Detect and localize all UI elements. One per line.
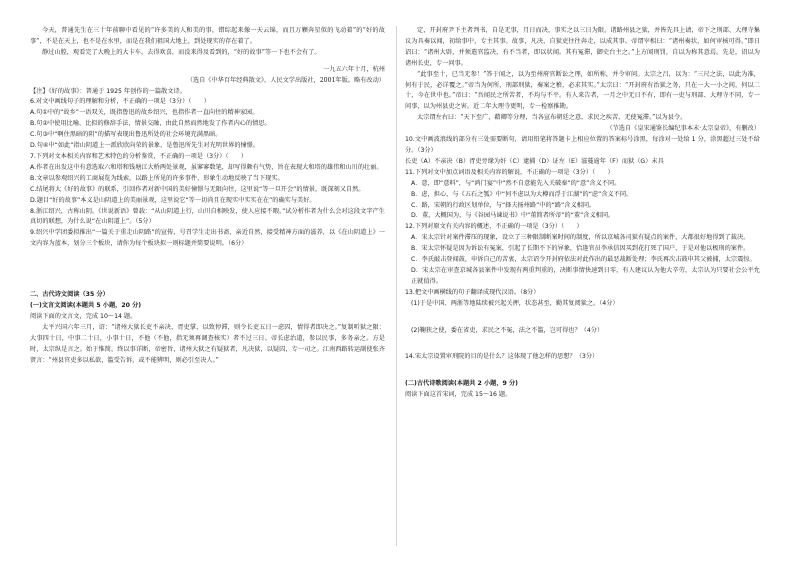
question-10: 10.文中画波浪线的部分有三处需要断句，请用铅笔将答题卡上相应位置的答案标号涂黑，每涂对一处给 1 分，涂黑超过三处不给分。（3分）	[405, 136, 760, 154]
classical-passage: 太平兴国六年三月，诏：“诸州大狱长吏不亲决，胥吏掌，以致停滞，则令长吏五日一虑囚，情得者即决之。”复制听狱之限：大事四十日，中事二十日，小事十日，不他（不他，指无须再调查核实）者不过三日。帝长虑治道，参以民事，多务亲之。方是时，太宗纵是言之。始于惟简，终以事详断，帝密旨，诸州大狱之有疑狱者，凡决狱，以疑囚，专一司之。江南西路转运副使张齐贤言：“州县官吏多以私欲，滥受告诉，或不能辨明，则必引至决人。”	[30, 323, 385, 364]
section-2-title: 二、古代诗文阅读（35 分）	[30, 291, 109, 299]
question-11-option-c: C．路，宋朝的行政区划单位，与“择夫扬州路”中的“路”含义相同。	[411, 201, 596, 209]
classical-source: （节选自《皇宋通鉴长编纪事本末·太宗皇帝》，有删改）	[606, 125, 760, 133]
annotation-note: 【注】《好的故事》：普通于 1925 年创作的一篇散文诗。	[30, 87, 186, 95]
right-column	[405, 26, 760, 401]
question-14: 14.宋太宗设置审刑院的目的是什么？这体现了他怎样的思想？（3分）	[405, 353, 599, 361]
section-2-1-instruction: 阅读下面的文言文，完成 10～14 题。	[30, 312, 137, 320]
answer-space	[30, 250, 385, 290]
question-10-text: 长吏（A）不亲决（B）胥吏旁缘为奸（C）逮捕（D）证左（E）滋蔓逾年（F）而狱（G）未具	[405, 157, 664, 165]
question-6-option-b: B.句②中使用比喻、比拟的修辞手法，情景交融，由此自然而然地发了作者内心的情思。	[30, 120, 271, 128]
question-6-stem: 6.对文中画线句子的理解和分析，不正确的一项是（3分）（ ）	[30, 98, 210, 106]
section-2-2-title: (二)古代诗歌阅读(本题共 2 小题，9 分)	[405, 380, 519, 388]
question-7-option-d: D.题目“好的故事”本义是山阴道上的美丽景观，这里说它“等一切尚且在现实中实实在在”的确实与美好。	[30, 196, 316, 204]
question-13-item-2: (2)鞠狭之使，委在省吏，求民之不冤，法之不滥，岂可得也？（4分）	[411, 326, 604, 334]
date-line: 一九五六年十月，杭州	[323, 65, 385, 73]
question-11-stem: 11.下列对文中加点词语及相关内容的解说，不正确的一项是（3分）（ ）	[405, 168, 614, 176]
section-2-1-title: (一)文言文阅读(本题共 5 小题，20 分)	[30, 302, 142, 310]
classical-passage-cont-2: “此事至十，已当无参！”答于闻之，以为至州府官断讼之理，如所称，并令审问。太宗之吕，以为：“三尺之法，以此为准，何有于民，必详覆之。”帝当为何所，刑部刑狱，奏案之稽，必求其实。”太宗曰：“开封府有治狱之务，只在一大一小之间，何以二十，今在世中也。”帝曰：“吾闻民之所苦者，不均与不平。有人来告者，一月之中无日不有，即有一吏与刑部、大理寺不同，专一问事，以为州县吏之害。近二年大理寺更明，专一检察推勘。	[405, 70, 760, 111]
passage-paragraph-1: 今天，普通先生在三十年前聊中看见的“许多美的人和美的事，错综起来像一天云锦，而且万颗奔星似的飞动着”的“好的故事”，不是在天上，也不是在水里，而是在我们祖国大地上，到处现实的存在着了。	[30, 27, 385, 45]
passage-paragraph-2: 静过山腔，观看完了大晚上的大卡车，去得欢喜，而没来得及看到的，“好的故事”等一下也不会有了。	[42, 48, 321, 56]
question-12-option-d: D．宋太宗在审查京城各县案件中发现有两重判重的，决断事情快速到日零，有人建议认为他大辛劳，太宗认为只要社会公平允正就值得。	[411, 266, 760, 285]
question-13-item-1: (1)于是中国、两浙等地陆续被兴起关押，状态甚至，勤其复阅狱之。（4分）	[411, 299, 619, 307]
question-11-option-a: A．意，即“意料”，与“鸿门宴”中“然不自意能先入关破秦”的“意”含义不同。	[411, 179, 621, 187]
question-6-option-a: A.句①中的“故乡”一语双关，既指鲁迅的故乡绍兴，也指作者一直向往的精神家园。	[30, 109, 259, 117]
question-11-option-d: D．董，大概国为，与《谷园马谏说书》中“董简者所帝”的“董”含义相同。	[411, 212, 615, 220]
question-12-stem: 12.下列对原文有关内容的概述，不正确的一项是（3分）（ ）	[405, 223, 583, 231]
question-12-option-b: B．宋太宗怀疑是因为诉讼有冤案，引起了长期不下的异象，恰逢官员李承信因买到花打死了国户，于是对他以极刑的案件。	[411, 245, 750, 253]
question-7-option-c: C.结尾将大《好的故事》的联系，引回作者对新中国的美好憧憬与无限向往，这里说“等一旦开会”的情景，既深刻又自然。	[30, 185, 365, 193]
question-12-option-c: C．李氏敲击登闻鼓，申诉自己的苦衷，太宗诏令开封府依法对此作出的最恶裁断处理；李氏再次击鼓申其父被捕，太宗震惊。	[411, 256, 756, 264]
question-9: 9.绍兴中学团委拟推出“一篇关于重走山阴路”的宣传，号召学生走出书斋，亲近自然，接受精神方面的滋养，以《在山阴道上》一文内容为蓝本，划分三个板块，请你为每个板块拟一则标题并简要说明。（6分）	[30, 229, 385, 248]
left-column	[30, 26, 385, 366]
column-divider	[396, 26, 397, 546]
section-2-2-instruction: 阅读下面这首宋词，完成 15～16 题。	[405, 391, 512, 399]
question-11-option-b: B．虑，担心，与《五石之瓠》中“何不虑以为大樽而浮于江湖”的“虑”含义不同。	[411, 190, 633, 198]
classical-passage-cont-1: 定，开封府尹下主者判书，自是无事，月日而决，事实之以三日为限。诸路州县之狱，并皆先具上请，帝下之刑部、大理寺集议为具奏以闻，初给事中，专主其事。故事，凡决，自狱吏往往奔走，以成其事。帝谓宰相曰：“诸州奏状，如何审核可得。”即日诏曰：“诸州大辟，并须遣官监决，有不当者，即以状闻。其有冤滞，御史台主之。”上方闻刑罚，自以为称其意焉。先是，诏以为诸州长吏，专一问事。	[405, 27, 760, 67]
classical-passage-cont-3: 太宗谓左右曰：“天下至广，藉卿等分理，当各宣布朝廷之意，求民之疾苦，无使冤滞。”以为县令。	[417, 114, 687, 122]
question-8: 8.浙江绍兴，古称山阴。《世说新语》曾载：“从山阴道上行，山川自相映发，使人应接不暇。”试分析作者为什么会对这段文字产生真切的联想，为什么说“在山阴道上”。（5分）	[30, 207, 385, 226]
source-line: （选自《中华百年经典散文》，人民文学出版社，2001年版。略有改动）	[186, 76, 385, 84]
question-13-stem: 13.把文中画横线的句子翻译成现代汉语。（8分）	[405, 288, 540, 296]
question-6-option-c: C.句③中“啊住黑暗的阴”的描写表现出鲁迅所处的社会环境充满黑暗。	[30, 131, 222, 139]
question-7-option-a: A.作者在出发这中有意选取六和塔和钱塘江大桥两处景观，虽寥寥数笔，却写得颇有气势，旨在表现大和塔的雄伟和山川的壮丽。	[30, 163, 383, 171]
question-7-stem: 7.下列对文本相关内容和艺术特色的分析鉴赏，不正确的一项是（3分）（ ）	[30, 152, 248, 160]
question-7-option-b: B.文章以参观绍兴的工商展览为线索，以路上所见的许多事件，形象生动地反映了当下现实。	[30, 174, 284, 182]
question-12-option-a: A．宋太宗针对案件滞压的现象，设立了三种限制断案时间的制度，所以京城各司狱有疑点的案件，大都很好地得到了裁决。	[411, 234, 750, 242]
question-6-option-d: D.句④中“如此”指山阴道上一派欣欣向荣的景象，是鲁迅所先生对光明世界的憧憬。	[30, 142, 260, 150]
